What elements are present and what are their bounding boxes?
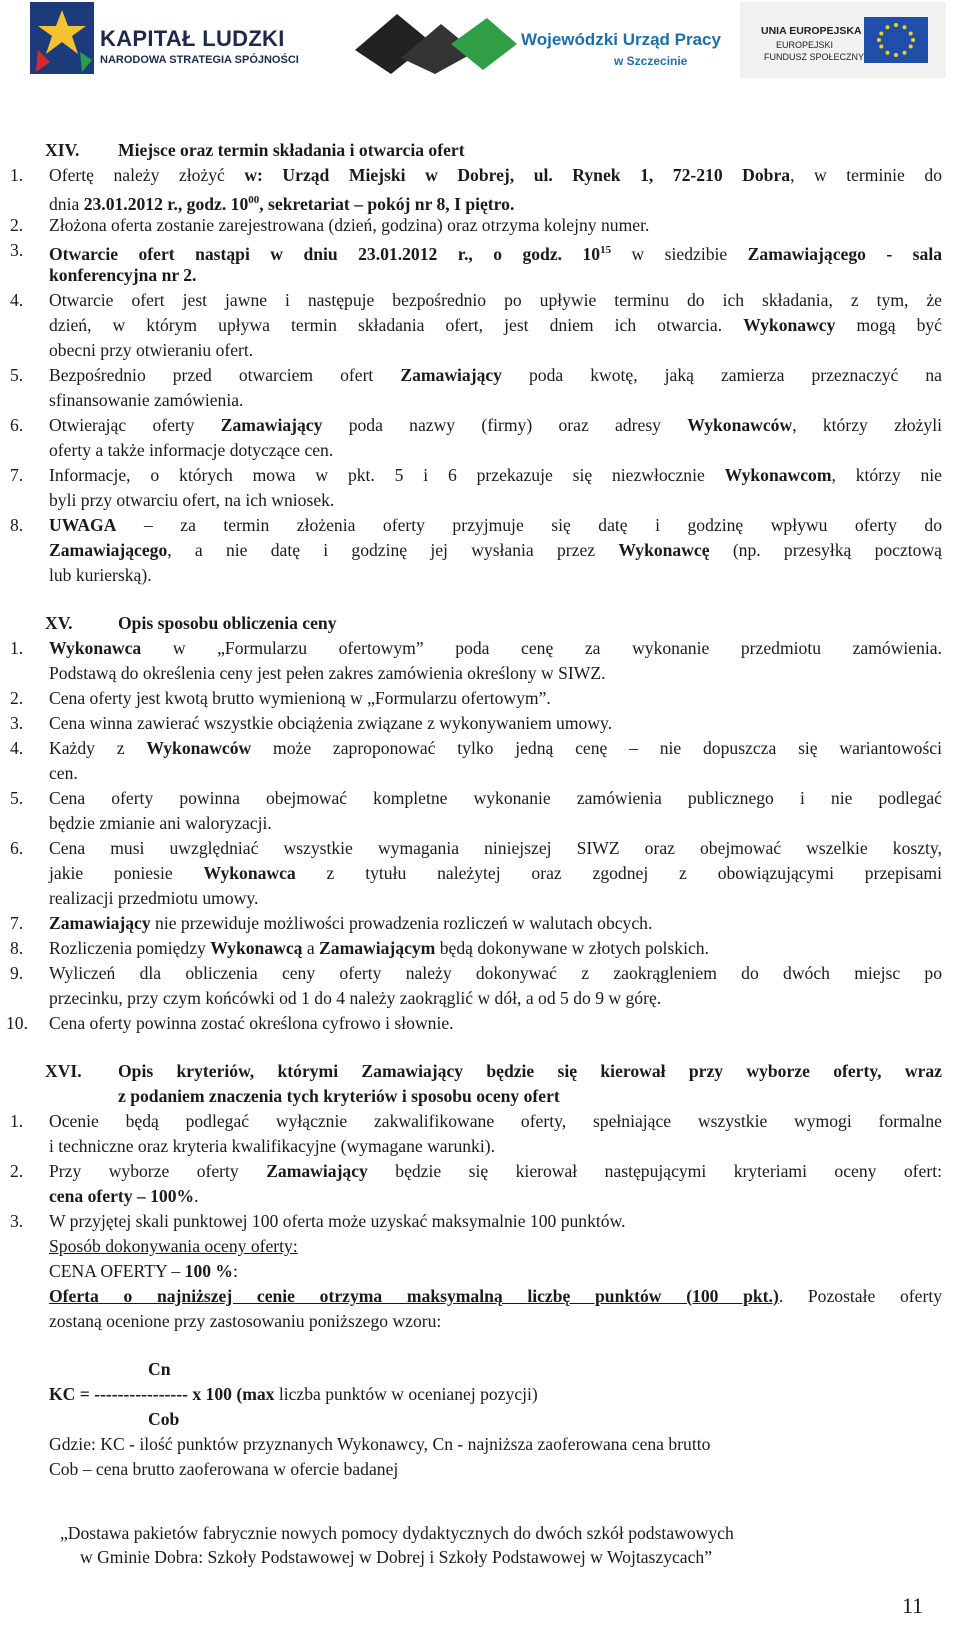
ue-line2: EUROPEJSKI (776, 40, 834, 50)
eu-flag-icon (864, 17, 928, 63)
kl-subtitle: NARODOWA STRATEGIA SPÓJNOŚCI (100, 54, 299, 66)
item-text: Ofertę należy złożyć w: Urząd Miejski w Dobrej, ul. Rynek 1, 72-210 Dobra, w terminie do (49, 165, 942, 185)
footer-line: w Gminie Dobra: Szkoły Podstawowej w Dobrej i Szkoły Podstawowej w Wojtaszycach” (80, 1547, 713, 1567)
section-number: XV. (45, 613, 73, 633)
section-title: Miejsce oraz termin składania i otwarcia ofert (118, 140, 465, 160)
page-header (0, 0, 960, 80)
kl-title: KAPITAŁ LUDZKI (100, 26, 285, 51)
section-number: XIV. (45, 140, 80, 160)
item-text: dnia 23.01.2012 r., godz. $10^{00}$, sekretariat – pokój nr 8, I piętro. (49, 193, 515, 214)
ue-line3: FUNDUSZ SPOŁECZNY (764, 52, 865, 62)
page-number: 11 (902, 1593, 924, 1618)
ue-line1: UNIA EUROPEJSKA (761, 25, 862, 37)
section-title: Opis sposobu obliczenia ceny (118, 613, 337, 633)
section-title: z podaniem znaczenia tych kryteriów i sposobu oceny ofert (118, 1086, 560, 1106)
wup-logo (355, 14, 517, 74)
footer-line: „Dostawa pakietów fabrycznie nowych pomocy dydaktycznych do dwóch szkół podstawowych (60, 1523, 734, 1543)
wup-subtitle: w Szczecinie (614, 54, 688, 68)
section-number: XVI. (45, 1061, 82, 1081)
section-title: Opis kryteriów, którymi Zamawiający będzie się kierował przy wyborze oferty, wraz (118, 1061, 942, 1081)
item-number: 1. (10, 165, 24, 185)
wup-title: Wojewódzki Urząd Pracy (521, 30, 721, 49)
